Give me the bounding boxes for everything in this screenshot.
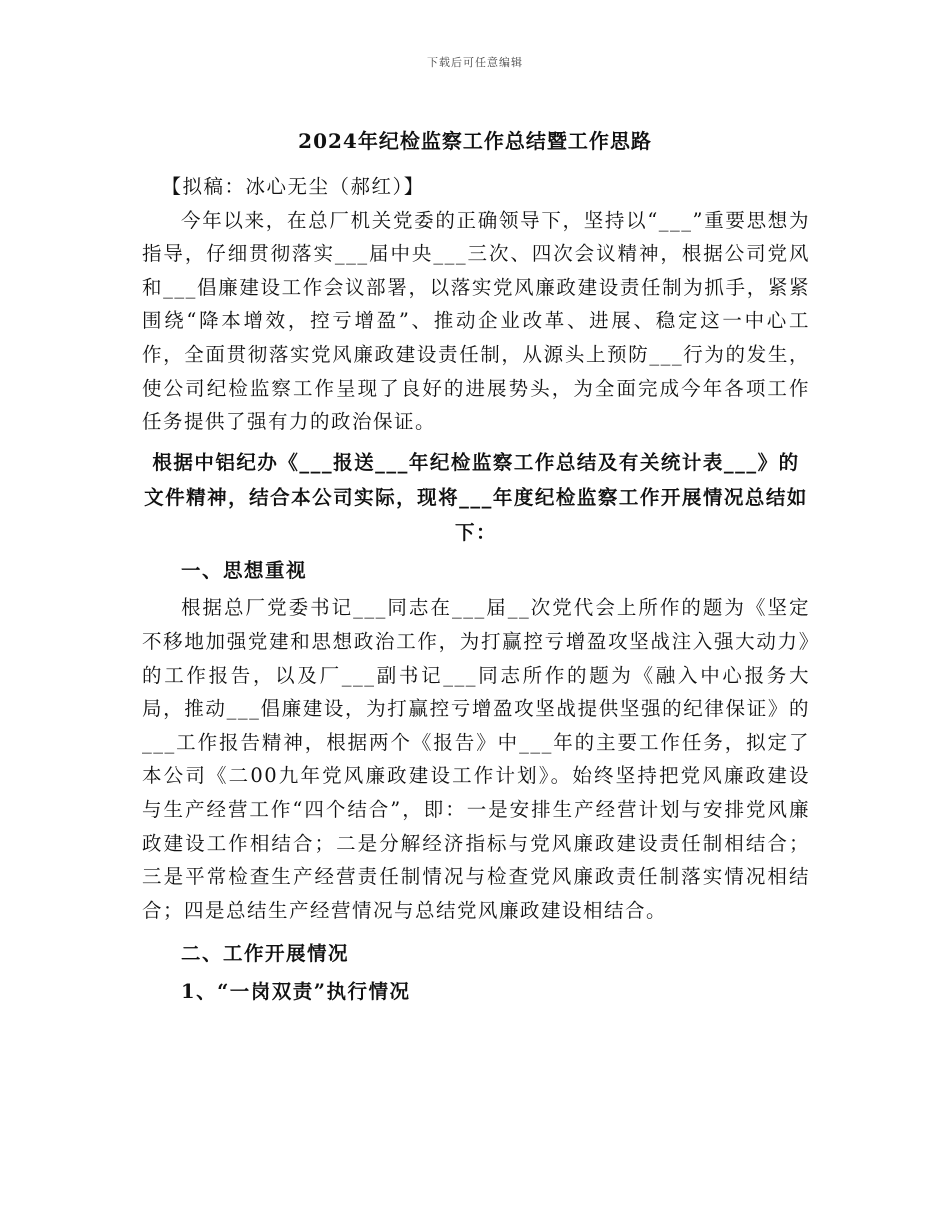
subsection-heading-2-1: 1、“一岗双责”执行情况	[181, 979, 411, 1003]
intro-paragraph: 今年以来，在总厂机关党委的正确领导下，坚持以“___”重要思想为指导，仔细贯彻落实___届中央___三次、四次会议精神，根据公司党风和___倡廉建设工作会议部署，以落实党风廉政建设责任制为抓手，紧紧围绕“降本增效，控亏增盈”、推动企业改革、进展、稳定这一中心工作，全面贯彻落实党风廉政建设责任制，从源头上预防___行为的发生，使公司纪检监察工作呈现了良好的进展势头，为全面完成今年各项工作任务提供了强有力的政治保证。	[142, 208, 810, 434]
basis-paragraph: 根据中铝纪办《___报送___年纪检监察工作总结及有关统计表___》的文件精神，结合本公司实际，现将___年度纪检监察工作开展情况总结如下：	[144, 450, 808, 544]
document-body	[142, 170, 810, 1012]
section-heading-1: 一、思想重视	[181, 558, 308, 582]
header-note: 下载后可任意编辑	[427, 56, 523, 69]
section-heading-2: 二、工作开展情况	[181, 942, 350, 966]
document-title: 2024年纪检监察工作总结暨工作思路	[298, 129, 652, 153]
drafter-line: 【拟稿：冰心无尘（郝红）】	[161, 175, 425, 198]
section-1-paragraph: 根据总厂党委书记___同志在___届__次党代会上所作的题为《坚定不移地加强党建和思想政治工作，为打赢控亏增盈攻坚战注入强大动力》的工作报告，以及厂___副书记___同志所作的题为《融入中心报务大局，推动___倡廉建设，为打赢控亏增盈攻坚战提供坚强的纪律保证》的___工作报告精神，根据两个《报告》中___年的主要工作任务，拟定了本公司《二00九年党风廉政建设工作计划》。始终坚持把党风廉政建设与生产经营工作“四个结合”，即：一是安排生产经营计划与安排党风廉政建设工作相结合；二是分解经济指标与党风廉政建设责任制相结合；三是平常检查生产经营责任制情况与检查党风廉政责任制落实情况相结合；四是总结生产经营情况与总结党风廉政建设相结合。	[142, 596, 810, 922]
